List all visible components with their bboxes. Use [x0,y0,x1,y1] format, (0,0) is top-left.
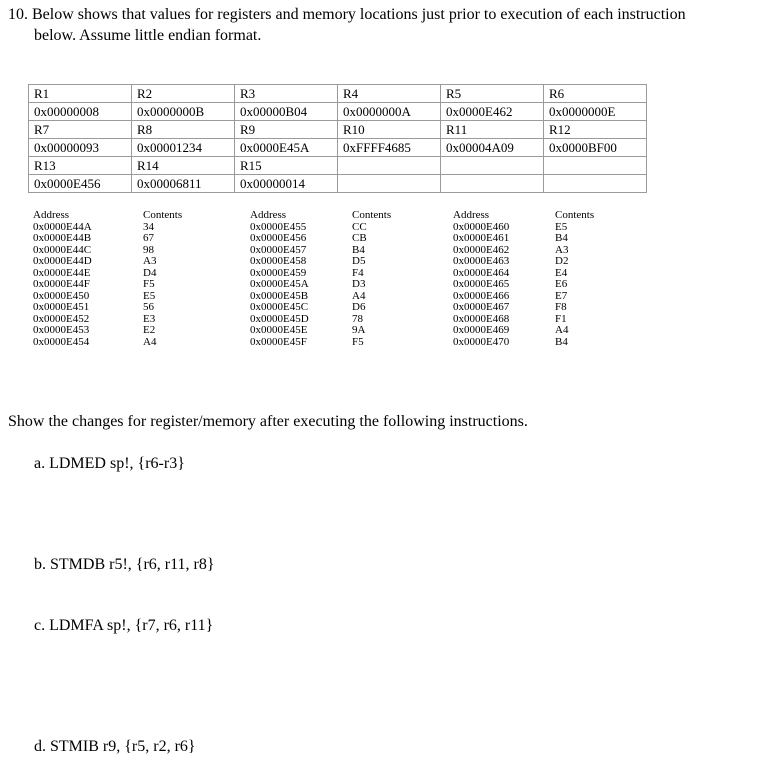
memory-content: F5 [352,335,364,348]
memory-address: 0x0000E44A [33,220,92,233]
question-line-2: below. Assume little endian format. [34,27,262,44]
contents-header: Contents [143,209,183,221]
question-line-1: 10. Below shows that values for registers and memory locations just prior to execution of each instruction [8,6,686,23]
register-value-cell [441,175,544,193]
register-row [29,121,647,139]
register-value-cell [338,175,441,193]
memory-address: 0x0000E45E [250,324,308,336]
memory-content: E3 [143,312,156,325]
register-value-cell: 0x00000B04 [235,103,338,121]
memory-content: E4 [555,266,568,279]
memory-content: A3 [143,255,157,267]
memory-content: 34 [143,220,154,233]
register-value-cell [544,175,647,193]
memory-content: F5 [143,278,155,290]
register-name-cell: R11 [441,121,544,139]
instruction-d: d. STMIB r9, {r5, r2, r6} [34,738,196,755]
memory-address-column-3 [453,209,510,348]
memory-address: 0x0000E45C [250,301,309,313]
register-value-cell: 0x00000008 [29,103,132,121]
register-name-cell: R8 [132,121,235,139]
register-value-cell: 0x0000E45A [235,139,338,157]
memory-content: 98 [143,243,154,256]
memory-address: 0x0000E461 [453,232,510,244]
register-value-cell: 0x0000000E [544,103,647,121]
memory-content: D4 [143,266,157,279]
register-name-cell: R14 [132,157,235,175]
instruction-c: c. LDMFA sp!, {r7, r6, r11} [34,617,214,634]
register-name-cell: R2 [132,85,235,103]
instruction-a: a. LDMED sp!, {r6-r3} [34,455,185,472]
memory-content: D5 [352,255,366,267]
memory-address: 0x0000E44E [33,266,91,279]
memory-content: B4 [555,335,568,348]
register-row [29,175,647,193]
memory-address: 0x0000E454 [33,335,90,348]
memory-content: A4 [143,335,157,348]
memory-address: 0x0000E464 [453,266,510,279]
register-value-cell: 0x0000E462 [441,103,544,121]
memory-content: 9A [352,324,366,336]
contents-header: Contents [352,209,392,221]
memory-address: 0x0000E458 [250,255,307,267]
memory-address: 0x0000E453 [33,324,90,336]
register-name-cell [544,157,647,175]
memory-content: CB [352,232,367,244]
memory-address: 0x0000E450 [33,289,90,302]
register-value-cell: 0x00001234 [132,139,235,157]
register-value-cell: 0x00000014 [235,175,338,193]
register-row [29,139,647,157]
memory-address: 0x0000E468 [453,312,510,325]
memory-address: 0x0000E460 [453,220,510,233]
memory-address-column-2 [250,209,309,348]
memory-content: B4 [555,232,568,244]
memory-contents-column-2 [352,209,392,348]
register-name-cell: R12 [544,121,647,139]
memory-address: 0x0000E469 [453,324,510,336]
memory-address: 0x0000E45D [250,312,309,325]
memory-address: 0x0000E44B [33,232,92,244]
memory-content: 67 [143,232,154,244]
register-name-cell: R1 [29,85,132,103]
register-name-cell [441,157,544,175]
register-row [29,103,647,121]
memory-address: 0x0000E45F [250,335,307,348]
register-table [28,84,647,193]
register-name-cell: R10 [338,121,441,139]
memory-address: 0x0000E465 [453,278,510,290]
memory-contents-column-1 [143,209,183,348]
memory-address: 0x0000E470 [453,335,510,348]
memory-contents-column-3 [555,209,595,348]
register-name-cell: R13 [29,157,132,175]
memory-address: 0x0000E466 [453,289,510,302]
register-value-cell: 0x00000093 [29,139,132,157]
register-name-cell: R4 [338,85,441,103]
memory-content: D2 [555,255,569,267]
register-name-cell: R9 [235,121,338,139]
address-header: Address [250,209,287,221]
memory-address: 0x0000E451 [33,301,90,313]
instruction-b: b. STMDB r5!, {r6, r11, r8} [34,556,215,573]
memory-address: 0x0000E45A [250,278,309,290]
memory-content: A4 [555,324,569,336]
memory-address-column-1 [33,209,92,348]
memory-content: E5 [555,220,568,233]
memory-content: E2 [143,324,156,336]
memory-address: 0x0000E463 [453,255,510,267]
memory-content: E7 [555,289,568,302]
register-value-cell: 0x0000000A [338,103,441,121]
memory-address: 0x0000E455 [250,220,307,233]
memory-content: 56 [143,301,154,313]
memory-content: 78 [352,312,363,325]
register-row [29,85,647,103]
memory-address: 0x0000E44D [33,255,92,267]
memory-content: D6 [352,301,366,313]
contents-header: Contents [555,209,595,221]
memory-address: 0x0000E457 [250,243,307,256]
question-header [8,4,686,46]
memory-content: F4 [352,266,364,279]
memory-content: E5 [143,289,156,302]
register-value-cell: 0x00004A09 [441,139,544,157]
memory-address: 0x0000E467 [453,301,510,313]
memory-address: 0x0000E462 [453,243,510,256]
address-header: Address [453,209,490,221]
memory-address: 0x0000E452 [33,312,90,325]
memory-content: F8 [555,301,567,313]
memory-content: A4 [352,289,366,302]
memory-content: D3 [352,278,366,290]
memory-address: 0x0000E44F [33,278,90,290]
register-value-cell: 0x0000BF00 [544,139,647,157]
memory-address: 0x0000E44C [33,243,92,256]
register-value-cell: 0x00006811 [132,175,235,193]
memory-content: B4 [352,243,365,256]
register-row [29,157,647,175]
register-name-cell: R5 [441,85,544,103]
register-name-cell: R7 [29,121,132,139]
memory-content: CC [352,220,367,233]
memory-content: A3 [555,243,569,256]
show-changes-text: Show the changes for register/memory after executing the following instructions. [8,413,528,430]
memory-content: E6 [555,278,568,290]
register-name-cell [338,157,441,175]
register-name-cell: R6 [544,85,647,103]
address-header: Address [33,209,70,221]
register-value-cell: 0x0000000B [132,103,235,121]
memory-address: 0x0000E45B [250,289,309,302]
memory-content: F1 [555,312,567,325]
register-name-cell: R15 [235,157,338,175]
register-name-cell: R3 [235,85,338,103]
memory-address: 0x0000E456 [250,232,307,244]
memory-address: 0x0000E459 [250,266,307,279]
register-value-cell: 0xFFFF4685 [338,139,441,157]
register-value-cell: 0x0000E456 [29,175,132,193]
